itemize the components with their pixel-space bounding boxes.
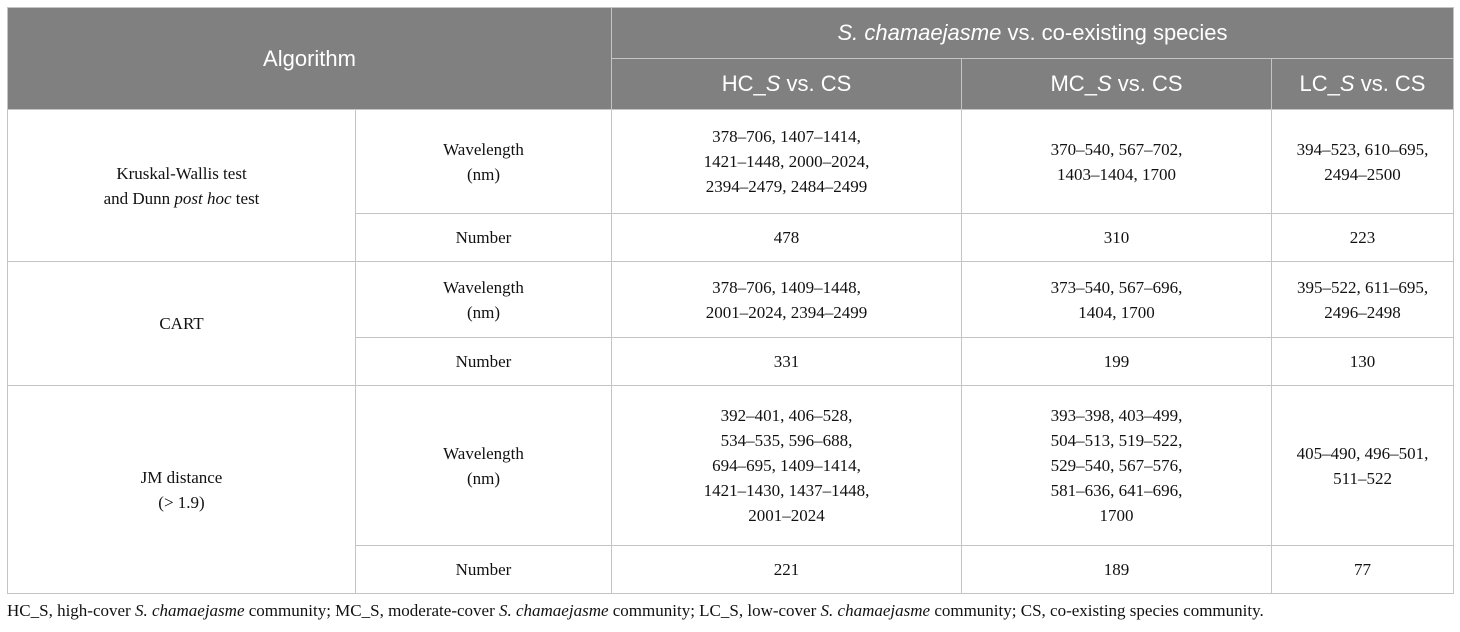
header-algorithm: Algorithm [8, 8, 612, 110]
number-cell: 331 [612, 338, 962, 386]
wavelength-cell: 378–706, 1407–1414, 1421–1448, 2000–2024, 2394–2479, 2484–2499 [612, 110, 962, 214]
table-row [8, 386, 1454, 546]
wavelength-cell: 393–398, 403–499, 504–513, 519–522, 529–540, 567–576, 581–636, 641–696, 1700 [962, 386, 1272, 546]
wavelength-cell: 378–706, 1409–1448, 2001–2024, 2394–2499 [612, 262, 962, 338]
header-col-hc: HC_S vs. CS [612, 59, 962, 110]
wavelength-cell: 405–490, 496–501, 511–522 [1272, 386, 1454, 546]
header-col-mc: MC_S vs. CS [962, 59, 1272, 110]
metric-label: Number [356, 338, 612, 386]
algorithm-cell: Kruskal-Wallis test and Dunn post hoc test [8, 110, 356, 262]
metric-label: Number [356, 214, 612, 262]
table-row [8, 110, 1454, 214]
number-cell: 478 [612, 214, 962, 262]
wavelength-cell: 395–522, 611–695, 2496–2498 [1272, 262, 1454, 338]
number-cell: 77 [1272, 546, 1454, 594]
number-cell: 310 [962, 214, 1272, 262]
number-cell: 221 [612, 546, 962, 594]
wavelength-cell: 394–523, 610–695, 2494–2500 [1272, 110, 1454, 214]
header-group-title: S. chamaejasme vs. co-existing species [612, 8, 1454, 59]
metric-label: Wavelength (nm) [356, 386, 612, 546]
wavelength-cell: 392–401, 406–528, 534–535, 596–688, 694–695, 1409–1414, 1421–1430, 1437–1448, 2001–2024 [612, 386, 962, 546]
algorithm-cell: JM distance (> 1.9) [8, 386, 356, 594]
metric-label: Wavelength (nm) [356, 262, 612, 338]
number-cell: 199 [962, 338, 1272, 386]
header-col-lc: LC_S vs. CS [1272, 59, 1454, 110]
wavelength-cell: 370–540, 567–702, 1403–1404, 1700 [962, 110, 1272, 214]
number-cell: 130 [1272, 338, 1454, 386]
metric-label: Number [356, 546, 612, 594]
wavelength-cell: 373–540, 567–696, 1404, 1700 [962, 262, 1272, 338]
table-row [8, 262, 1454, 338]
number-cell: 189 [962, 546, 1272, 594]
table-footnote: HC_S, high-cover S. chamaejasme community; MC_S, moderate-cover S. chamaejasme community; LC_S, low-cover S. chamaejasme community; CS, co-existing species community. [7, 601, 1264, 620]
metric-label: Wavelength (nm) [356, 110, 612, 214]
results-table [7, 7, 1454, 594]
algorithm-cell: CART [8, 262, 356, 386]
number-cell: 223 [1272, 214, 1454, 262]
